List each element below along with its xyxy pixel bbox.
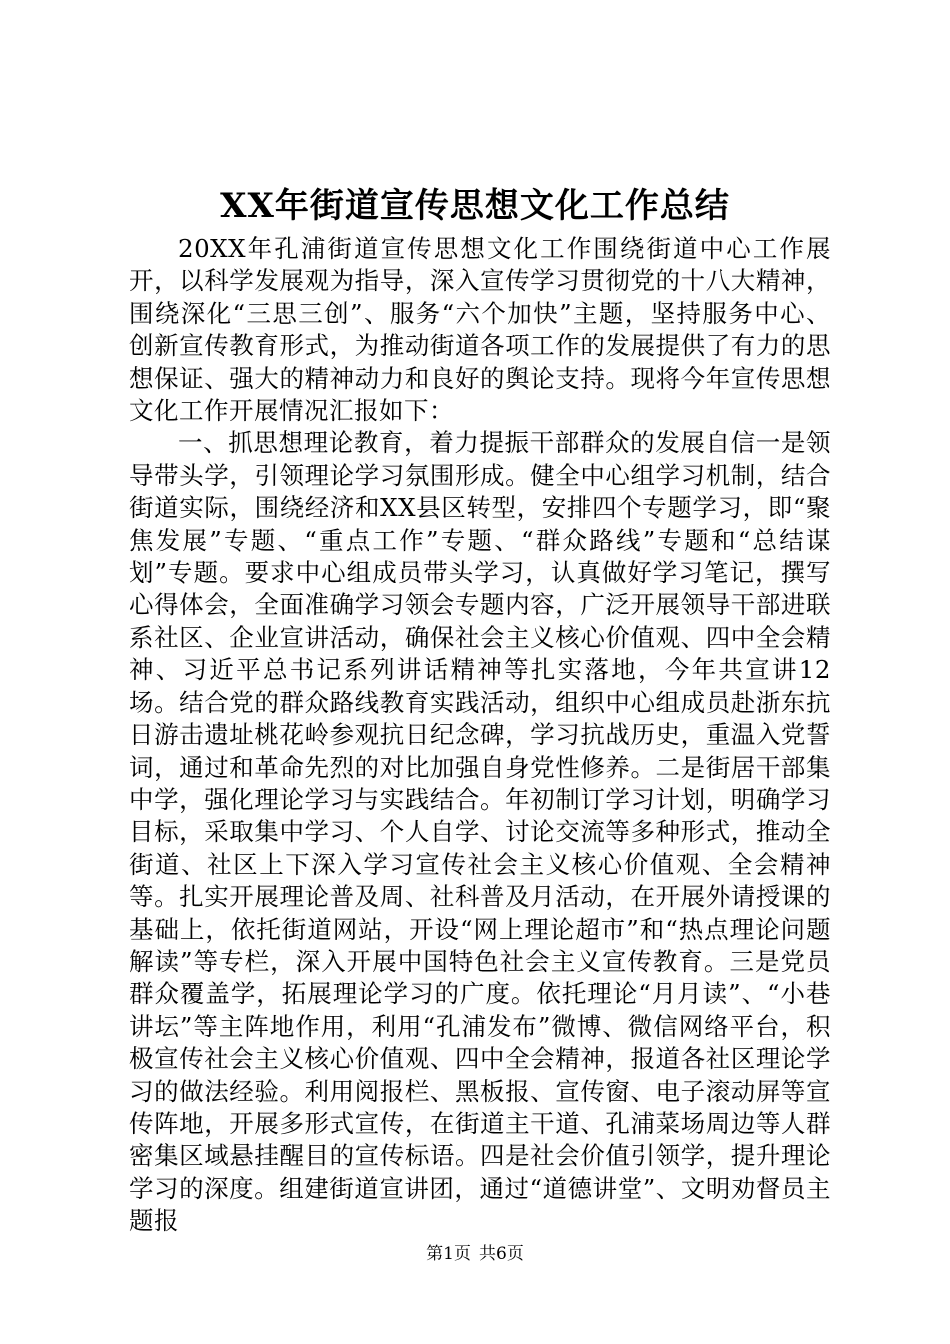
page-number-total: 共6页 bbox=[479, 1244, 524, 1264]
document-title: XX年街道宣传思想文化工作总结 bbox=[220, 186, 730, 226]
document-body bbox=[129, 233, 831, 1238]
body-paragraph-intro: 20XX年孔浦街道宣传思想文化工作围绕街道中心工作展开，以科学发展观为指导，深入宣传学习贯彻党的十八大精神，围绕深化“三思三创”、服务“六个加快”主题，坚持服务中心、创新宣传教育形式，为推动街道各项工作的发展提供了有力的思想保证、强大的精神动力和良好的舆论支持。现将今年宣传思想文化工作开展情况汇报如下： bbox=[129, 234, 831, 426]
page-number-current: 第1页 bbox=[426, 1244, 471, 1264]
page-footer bbox=[0, 1242, 950, 1266]
body-paragraph-section-1: 一、抓思想理论教育，着力提振干部群众的发展自信一是领导带头学，引领理论学习氛围形成。健全中心组学习机制，结合街道实际，围绕经济和XX县区转型，安排四个专题学习，即“聚焦发展”专题、“重点工作”专题、“群众路线”专题和“总结谋划”专题。要求中心组成员带头学习，认真做好学习笔记，撰写心得体会，全面准确学习领会专题内容，广泛开展领导干部进联系社区、企业宣讲活动，确保社会主义核心价值观、四中全会精神、习近平总书记系列讲话精神等扎实落地，今年共宣讲12场。结合党的群众路线教育实践活动，组织中心组成员赴浙东抗日游击遗址桃花岭参观抗日纪念碑，学习抗战历史，重温入党誓词，通过和革命先烈的对比加强自身党性修养。二是街居干部集中学，强化理论学习与实践结合。年初制订学习计划，明确学习目标，采取集中学习、个人自学、讨论交流等多种形式，推动全街道、社区上下深入学习宣传社会主义核心价值观、全会精神等。扎实开展理论普及周、社科普及月活动，在开展外请授课的基础上，依托街道网站，开设“网上理论超市”和“热点理论问题解读”等专栏，深入开展中国特色社会主义宣传教育。三是党员群众覆盖学，拓展理论学习的广度。依托理论“月月读”、“小巷讲坛”等主阵地作用，利用“孔浦发布”微博、微信网络平台，积极宣传社会主义核心价值观、四中全会精神，报道各社区理论学习的做法经验。利用阅报栏、黑板报、宣传窗、电子滚动屏等宣传阵地，开展多形式宣传，在街道主干道、孔浦菜场周边等人群密集区域悬挂醒目的宣传标语。四是社会价值引领学，提升理论学习的深度。组建街道宣讲团，通过“道德讲堂”、文明劝督员主题报 bbox=[129, 428, 831, 1236]
